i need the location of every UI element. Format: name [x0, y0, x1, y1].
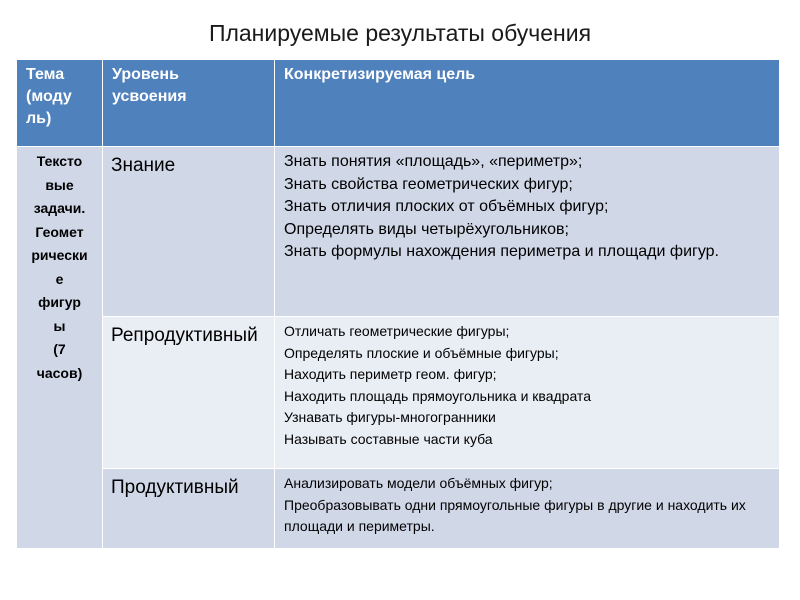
topic-line: задачи.	[33, 200, 86, 216]
goal-item: Знать формулы нахождения периметра и площади фигур.	[284, 243, 719, 260]
level-cell	[103, 317, 275, 469]
goal-item: Отличать геометрические фигуры;	[284, 323, 510, 339]
header-goal	[275, 60, 780, 147]
header-topic	[17, 60, 103, 147]
goal-item: Узнавать фигуры-многогранники	[284, 409, 496, 425]
level-cell	[103, 469, 275, 549]
goal-item: Называть составные части куба	[284, 430, 493, 447]
goal-cell	[275, 469, 780, 549]
topic-line: вые	[45, 176, 74, 193]
header-level-label: Уровень усвоения	[112, 66, 187, 105]
header-topic-label: Тема (моду ль)	[26, 66, 72, 127]
topic-line: Тексто	[36, 153, 83, 169]
level-cell	[103, 147, 275, 317]
goal-item: Знать свойства геометрических фигур;	[284, 175, 573, 193]
goal-cell	[275, 317, 780, 469]
topic-line: рически	[31, 247, 88, 263]
learning-results-table	[16, 59, 780, 549]
topic-line: часов)	[36, 364, 83, 381]
topic-line: е	[55, 270, 64, 287]
level-label: Продуктивный	[111, 477, 239, 498]
goal-item: Анализировать модели объёмных фигур;	[284, 475, 553, 491]
topic-line: (7	[53, 341, 66, 357]
level-label: Репродуктивный	[111, 325, 258, 346]
goal-item: Определять виды четырёхугольников;	[284, 220, 569, 238]
table-row	[17, 469, 780, 549]
topic-cell	[17, 147, 103, 549]
goal-item: Находить периметр геом. фигур;	[284, 366, 497, 382]
header-row	[17, 60, 780, 147]
header-goal-label: Конкретизируемая цель	[284, 66, 476, 83]
topic-line: Геомет	[35, 223, 84, 240]
topic-line: фигур	[38, 294, 81, 310]
table-row	[17, 317, 780, 469]
goal-item: Знать понятия «площадь», «периметр»;	[284, 153, 583, 170]
topic-line: ы	[53, 317, 66, 334]
goal-cell	[275, 147, 780, 317]
goal-item: Находить площадь прямоугольника и квадрата	[284, 387, 591, 404]
header-level	[103, 60, 275, 147]
table-row	[17, 147, 780, 317]
goal-item: Определять плоские и объёмные фигуры;	[284, 344, 559, 361]
level-label: Знание	[111, 155, 176, 176]
slide-title: Планируемые результаты обучения	[208, 20, 592, 46]
goal-item: Преобразовывать одни прямоугольные фигуры в другие и находить их площади и периметры.	[284, 496, 746, 534]
goal-item: Знать отличия плоских от объёмных фигур;	[284, 198, 609, 215]
